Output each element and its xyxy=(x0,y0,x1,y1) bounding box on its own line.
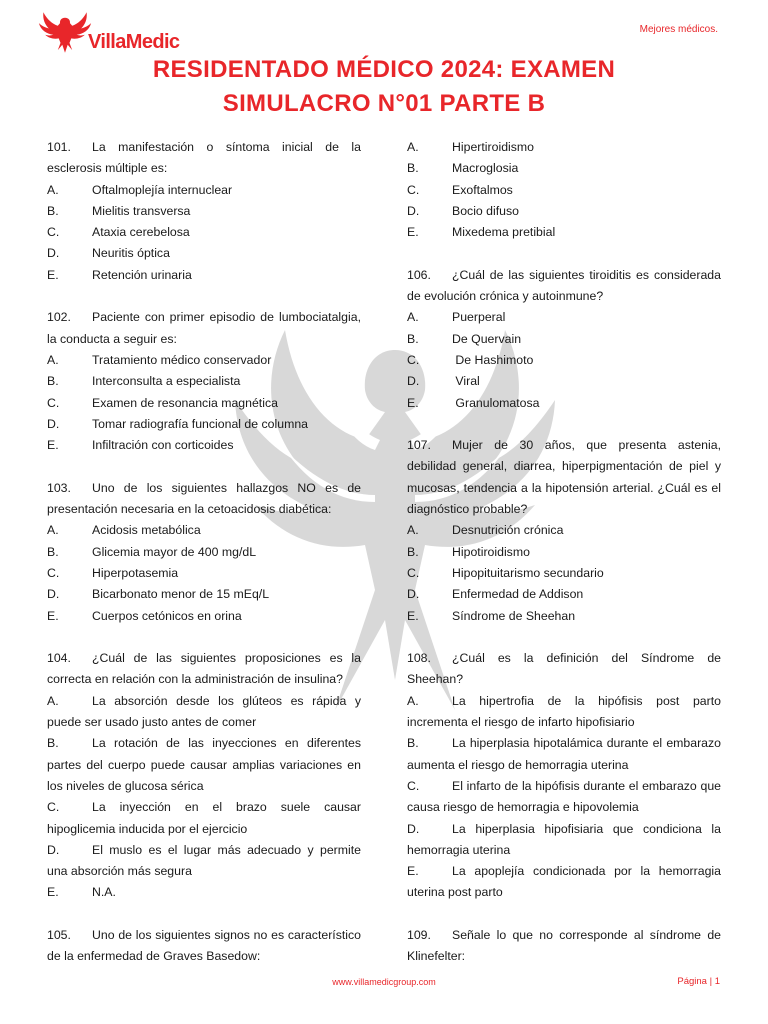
question-101 xyxy=(47,137,361,286)
option xyxy=(407,393,721,414)
option-letter: D. xyxy=(407,374,420,389)
option-letter: C. xyxy=(407,778,420,793)
option-letter: A. xyxy=(47,693,59,708)
option-text: Infiltración con corticoides xyxy=(92,438,234,453)
left-column xyxy=(47,137,361,989)
option-letter: C. xyxy=(47,565,60,580)
option xyxy=(407,776,721,819)
question-109 xyxy=(407,925,721,968)
option-letter: D. xyxy=(47,246,60,261)
option-letter: B. xyxy=(47,736,59,751)
option-letter: C. xyxy=(47,395,60,410)
option xyxy=(47,733,361,797)
option-text: Interconsulta a especialista xyxy=(92,374,241,389)
option xyxy=(407,222,721,243)
option-letter: E. xyxy=(407,395,419,410)
option xyxy=(47,371,361,392)
option-letter: B. xyxy=(47,203,59,218)
question-stem xyxy=(407,435,721,520)
option-text: Hipertiroidismo xyxy=(452,140,535,154)
question-number: 105. xyxy=(47,927,71,942)
page-title xyxy=(0,53,768,121)
option xyxy=(47,414,361,435)
option xyxy=(407,329,721,350)
option xyxy=(407,542,721,563)
question-number: 101. xyxy=(47,140,71,154)
option-letter: E. xyxy=(407,864,419,879)
question-103 xyxy=(47,478,361,627)
option-text: Granulomatosa xyxy=(452,395,540,410)
option xyxy=(407,606,721,627)
option-text: La rotación de las inyecciones en diferentes partes del cuerpo puede causar amplias variaciones en los niveles de glucosa sérica xyxy=(47,736,361,793)
option-letter: B. xyxy=(407,736,419,751)
option-text: Cuerpos cetónicos en orina xyxy=(92,608,242,623)
option-letter: D. xyxy=(47,587,60,602)
option-letter: A. xyxy=(407,523,419,538)
right-column xyxy=(407,137,721,989)
option xyxy=(407,861,721,904)
question-text: ¿Cuál es la definición del Síndrome de Sheehan? xyxy=(407,651,721,687)
page-number xyxy=(677,976,720,987)
question-text: Señale lo que no corresponde al síndrome de Klinefelter: xyxy=(407,927,721,964)
page-label: Página | xyxy=(677,976,713,987)
question-number: 103. xyxy=(47,480,71,495)
question-106 xyxy=(407,265,721,414)
question-number: 102. xyxy=(47,310,71,325)
question-number: 106. xyxy=(407,267,431,282)
option xyxy=(407,733,721,776)
option-text: Mielitis transversa xyxy=(92,203,191,218)
option xyxy=(47,350,361,371)
option-letter: E. xyxy=(407,608,419,623)
option-text: Neuritis óptica xyxy=(92,246,170,261)
option-text: Exoftalmos xyxy=(452,182,513,197)
option-letter: C. xyxy=(407,182,420,197)
option-letter: B. xyxy=(47,374,59,389)
option-letter: B. xyxy=(407,331,419,346)
option-letter: E. xyxy=(47,438,59,453)
option-text: Mixedema pretibial xyxy=(452,225,556,240)
option xyxy=(47,606,361,627)
option-text: Macroglosia xyxy=(452,161,519,176)
option-letter: A. xyxy=(47,523,59,538)
option-letter: A. xyxy=(407,140,419,154)
option-text: La hiperplasia hipotalámica durante el embarazo aumenta el riesgo de hemorragia uterina xyxy=(407,736,721,772)
option xyxy=(47,222,361,243)
option xyxy=(47,797,361,840)
option-letter: D. xyxy=(407,821,420,836)
option-text: Viral xyxy=(452,374,480,389)
option-letter: A. xyxy=(47,182,59,197)
option-text: Glicemia mayor de 400 mg/dL xyxy=(92,544,257,559)
option-letter: B. xyxy=(47,544,59,559)
option-text: Tratamiento médico conservador xyxy=(92,352,272,367)
phoenix-icon xyxy=(38,10,92,56)
question-number: 108. xyxy=(407,651,431,666)
option xyxy=(407,307,721,328)
option-text: Hipopituitarismo secundario xyxy=(452,565,604,580)
title-line-1: RESIDENTADO MÉDICO 2024: EXAMEN xyxy=(152,56,616,83)
option-text: Hipotiroidismo xyxy=(452,544,530,559)
option-text: Síndrome de Sheehan xyxy=(452,608,576,623)
question-104 xyxy=(47,648,361,904)
option-text: La inyección en el brazo suele causar hipoglicemia inducida por el ejercicio xyxy=(47,800,361,836)
question-text: Mujer de 30 años, que presenta astenia, debilidad general, diarrea, hiperpigmentación de piel y mucosas, tendencia a la hipotensión arterial. ¿Cuál es el diagnóstico probable? xyxy=(407,438,721,517)
title-line-2: SIMULACRO N°01 PARTE B xyxy=(222,90,546,117)
brand-tagline: Mejores médicos. xyxy=(639,24,718,35)
option-text: Bocio difuso xyxy=(452,203,519,218)
option-text: Retención urinaria xyxy=(92,267,192,282)
option-letter: C. xyxy=(47,225,60,240)
question-number: 107. xyxy=(407,438,431,453)
question-stem xyxy=(47,137,361,180)
option-text: La hiperplasia hipofisiaria que condiciona la hemorragia uterina xyxy=(407,821,721,857)
question-text: Uno de los siguientes signos no es característico de la enfermedad de Graves Basedow: xyxy=(47,927,361,964)
option-text: Acidosis metabólica xyxy=(92,523,201,538)
option xyxy=(407,350,721,371)
option-letter: B. xyxy=(407,544,419,559)
option-letter: C. xyxy=(407,565,420,580)
question-stem xyxy=(47,307,361,350)
question-stem xyxy=(407,265,721,308)
question-105 xyxy=(47,925,361,968)
option xyxy=(407,158,721,179)
question-107 xyxy=(407,435,721,627)
option xyxy=(47,542,361,563)
option-text: Examen de resonancia magnética xyxy=(92,395,278,410)
option-text: Desnutrición crónica xyxy=(452,523,564,538)
option xyxy=(47,840,361,883)
option-letter: B. xyxy=(407,161,419,176)
option xyxy=(407,584,721,605)
option-letter: C. xyxy=(47,800,60,815)
option xyxy=(47,563,361,584)
option xyxy=(407,137,721,158)
option-letter: D. xyxy=(47,416,60,431)
question-stem xyxy=(47,478,361,521)
option-letter: D. xyxy=(407,203,420,218)
option-letter: A. xyxy=(407,310,419,325)
question-text: Uno de los siguientes hallazgos NO es de presentación necesaria en la cetoacidosis diabética: xyxy=(47,480,361,517)
option xyxy=(47,520,361,541)
option-text: Tomar radiografía funcional de columna xyxy=(92,416,308,431)
question-text: ¿Cuál de las siguientes proposiciones es la correcta en relación con la administración de insulina? xyxy=(47,651,361,687)
option xyxy=(47,201,361,222)
question-stem xyxy=(407,648,721,691)
question-number: 109. xyxy=(407,927,431,942)
option xyxy=(407,691,721,734)
option xyxy=(47,265,361,286)
option-text: La apoplejía condicionada por la hemorragia uterina post parto xyxy=(407,864,721,900)
option-text: De Hashimoto xyxy=(452,352,534,367)
option-letter: E. xyxy=(47,885,59,900)
question-stem xyxy=(47,925,361,968)
option-text: Enfermedad de Addison xyxy=(452,587,584,602)
question-number: 104. xyxy=(47,651,71,666)
option xyxy=(47,691,361,734)
question-text: La manifestación o síntoma inicial de la esclerosis múltiple es: xyxy=(47,140,361,176)
option xyxy=(407,180,721,201)
option-text: Hiperpotasemia xyxy=(92,565,179,580)
option xyxy=(47,435,361,456)
option-letter: A. xyxy=(407,693,419,708)
option-letter: E. xyxy=(407,225,419,240)
option-text: El muslo es el lugar más adecuado y permite una absorción más segura xyxy=(47,842,361,879)
option xyxy=(47,882,361,903)
option xyxy=(407,520,721,541)
option-text: La hipertrofia de la hipófisis post parto incrementa el riesgo de infarto hipofisiario xyxy=(407,693,721,730)
question-stem xyxy=(407,925,721,968)
option-letter: E. xyxy=(47,267,59,282)
option-text: De Quervain xyxy=(452,331,522,346)
option xyxy=(47,584,361,605)
option-text: Ataxia cerebelosa xyxy=(92,225,190,240)
question-text: ¿Cuál de las siguientes tiroiditis es considerada de evolución crónica y autoinmune? xyxy=(407,267,721,304)
option xyxy=(407,201,721,222)
question-102 xyxy=(47,307,361,456)
brand-name: VillaMedic xyxy=(88,31,180,53)
page-number-value: 1 xyxy=(714,976,720,987)
option-letter: E. xyxy=(47,608,59,623)
option-text: Oftalmoplejía internuclear xyxy=(92,182,233,197)
question-text: Paciente con primer episodio de lumbociatalgia, la conducta a seguir es: xyxy=(47,310,361,346)
option-text: El infarto de la hipófisis durante el embarazo que causa riesgo de hemorragia e hipovolemia xyxy=(407,778,721,815)
option-letter: A. xyxy=(47,352,59,367)
option-text: N.A. xyxy=(92,885,116,900)
question-105-options xyxy=(407,137,721,243)
option-text: La absorción desde los glúteos es rápida y puede ser usado justo antes de comer xyxy=(47,693,361,730)
option xyxy=(407,819,721,862)
option xyxy=(47,393,361,414)
option-letter: D. xyxy=(407,587,420,602)
option xyxy=(47,243,361,264)
question-stem xyxy=(47,648,361,691)
option-letter: C. xyxy=(407,352,420,367)
question-108 xyxy=(407,648,721,904)
footer-website-link[interactable]: www.villamedicgroup.com xyxy=(332,977,436,987)
option-letter: D. xyxy=(47,842,60,857)
option-text: Puerperal xyxy=(452,310,506,325)
option xyxy=(407,371,721,392)
option xyxy=(47,180,361,201)
option-text: Bicarbonato menor de 15 mEq/L xyxy=(92,587,270,602)
option xyxy=(407,563,721,584)
